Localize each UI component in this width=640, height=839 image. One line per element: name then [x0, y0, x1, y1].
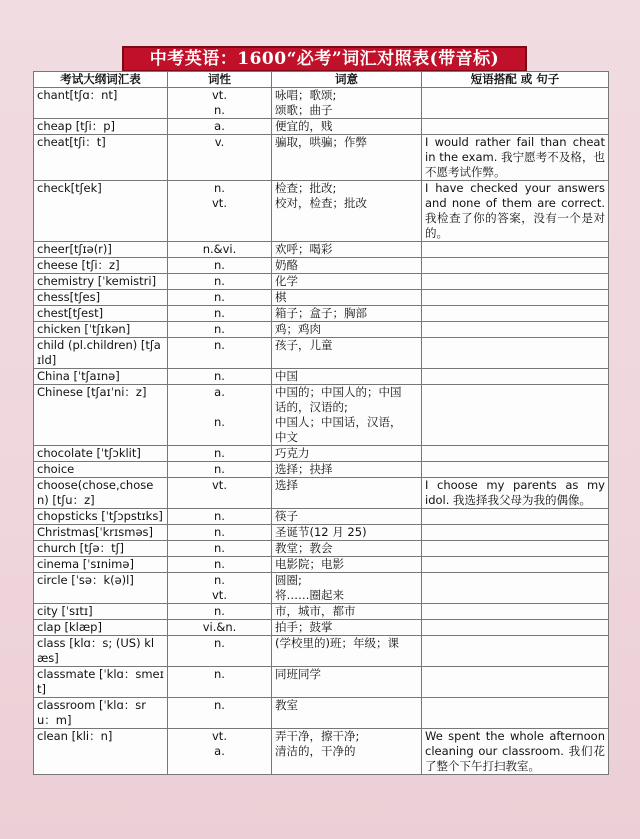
meaning-cell [272, 698, 422, 729]
pos-cell [168, 604, 272, 620]
word-text: Chinese [tʃaɪˈni：z] [37, 385, 147, 399]
meaning-cell [272, 557, 422, 573]
word-text: class [klɑ：s; (US) klæs] [37, 636, 155, 665]
meaning-cell [272, 290, 422, 306]
meaning-cell [272, 462, 422, 478]
word-text: chemistry [ˈkemistri] [37, 274, 157, 288]
meaning-cell [272, 509, 422, 525]
word-cell [34, 181, 168, 242]
pos-text: v. [214, 135, 225, 149]
table-row [34, 135, 609, 181]
pos-cell [168, 541, 272, 557]
sentence-cell [422, 729, 609, 775]
sentence-cell [422, 274, 609, 290]
word-cell [34, 369, 168, 385]
pos-text: vi.&n. [202, 620, 237, 634]
meaning-cell [272, 541, 422, 557]
meaning-text: 教堂；教会 [275, 541, 333, 555]
pos-text: n. [214, 274, 225, 288]
meaning-cell [272, 573, 422, 604]
meaning-text: (学校里的)班；年级；课 [275, 636, 399, 650]
pos-cell [168, 322, 272, 338]
pos-cell [168, 729, 272, 775]
meaning-text: 欢呼；喝彩 [275, 242, 333, 256]
meaning-text: 圆圈; [275, 573, 302, 587]
pos-cell [168, 290, 272, 306]
table-header-row [34, 72, 609, 88]
word-cell [34, 573, 168, 604]
pos-text: n. [214, 338, 225, 352]
word-text: cheat[tʃi：t] [37, 135, 106, 149]
table-row [34, 258, 609, 274]
meaning-text: 咏唱；歌颂; [275, 88, 337, 102]
table-row [34, 509, 609, 525]
table-row [34, 557, 609, 573]
meaning-text: 中国的；中国人的；中国 [275, 385, 402, 399]
sentence-cell [422, 604, 609, 620]
sentence-cell [422, 525, 609, 541]
word-text: choose(chose,chosen) [tʃu：z] [37, 478, 154, 507]
word-cell [34, 446, 168, 462]
word-text: clap [klæp] [37, 620, 102, 634]
header-pos: 词性 [168, 72, 272, 88]
sentence-cell [422, 478, 609, 509]
pos-cell [168, 478, 272, 509]
meaning-cell [272, 338, 422, 369]
pos-cell [168, 557, 272, 573]
meaning-text: 同班同学 [275, 667, 321, 681]
word-text: chant[tʃɑ：nt] [37, 88, 118, 102]
sentence-cell [422, 509, 609, 525]
word-text: cheese [tʃi：z] [37, 258, 120, 272]
meaning-text: 中文 [275, 430, 298, 444]
vocabulary-table [33, 71, 609, 775]
pos-text: n. [214, 462, 225, 476]
pos-text: a. [214, 119, 225, 133]
sentence-text: I would rather fail than cheat in the exam. 我宁愿考不及格，也不愿考试作弊。 [425, 135, 605, 179]
sentence-cell [422, 322, 609, 338]
meaning-text: 市，城市，都市 [275, 604, 356, 618]
pos-text: vt. [212, 196, 227, 210]
sentence-cell [422, 242, 609, 258]
meaning-text: 筷子 [275, 509, 298, 523]
page-title: 中考英语：1600“必考”词汇对照表(带音标) [122, 46, 527, 72]
meaning-cell [272, 242, 422, 258]
pos-cell [168, 446, 272, 462]
word-cell [34, 698, 168, 729]
pos-text: n. [214, 573, 225, 587]
sentence-cell [422, 88, 609, 119]
meaning-text: 颂歌；曲子 [275, 103, 333, 117]
word-cell [34, 306, 168, 322]
pos-text: vt. [212, 478, 227, 492]
sentence-cell [422, 620, 609, 636]
word-text: classmate [ˈklɑ：smeɪt] [37, 667, 164, 696]
pos-cell [168, 667, 272, 698]
word-text: church [tʃə：tʃ] [37, 541, 124, 555]
pos-cell [168, 306, 272, 322]
word-text: circle [ˈsə：k(ə)l] [37, 573, 134, 587]
sentence-cell [422, 181, 609, 242]
sentence-cell [422, 462, 609, 478]
pos-cell [168, 698, 272, 729]
header-sentence: 短语搭配 或 句子 [422, 72, 609, 88]
meaning-cell [272, 322, 422, 338]
word-cell [34, 667, 168, 698]
pos-cell [168, 274, 272, 290]
pos-text [171, 400, 268, 415]
word-cell [34, 478, 168, 509]
meaning-text: 圣诞节(12 月 25) [275, 525, 367, 539]
word-cell [34, 242, 168, 258]
meaning-cell [272, 667, 422, 698]
meaning-text: 孩子，儿童 [275, 338, 333, 352]
pos-cell [168, 242, 272, 258]
pos-text: n. [214, 541, 225, 555]
word-cell [34, 636, 168, 667]
sentence-cell [422, 636, 609, 667]
pos-text: n. [214, 415, 225, 429]
sentence-cell [422, 135, 609, 181]
meaning-cell [272, 135, 422, 181]
meaning-text: 清洁的，干净的 [275, 744, 356, 758]
meaning-cell [272, 181, 422, 242]
word-cell [34, 135, 168, 181]
word-text: clean [kli：n] [37, 729, 113, 743]
word-text: Christmas[ˈkrɪsməs] [37, 525, 154, 539]
pos-text: n. [214, 636, 225, 650]
table-row [34, 306, 609, 322]
pos-text: vt. [212, 588, 227, 602]
table-row [34, 698, 609, 729]
meaning-cell [272, 620, 422, 636]
sentence-text: I choose my parents as my idol. 我选择我父母为我的偶像。 [425, 478, 605, 507]
meaning-text: 棋 [275, 290, 287, 304]
pos-cell [168, 620, 272, 636]
sentence-cell [422, 698, 609, 729]
pos-text: n. [214, 103, 225, 117]
meaning-cell [272, 119, 422, 135]
sentence-cell [422, 446, 609, 462]
table-row [34, 541, 609, 557]
pos-cell [168, 258, 272, 274]
meaning-cell [272, 369, 422, 385]
sentence-cell [422, 573, 609, 604]
pos-text: a. [214, 385, 225, 399]
sentence-text: We spent the whole afternoon cleaning our classroom. 我们花了整个下午打扫教室。 [425, 729, 605, 773]
meaning-text: 便宜的，贱 [275, 119, 333, 133]
meaning-text: 箱子；盒子；胸部 [275, 306, 367, 320]
pos-text: n. [214, 557, 225, 571]
word-cell [34, 509, 168, 525]
sentence-cell [422, 369, 609, 385]
meaning-text: 选择；抉择 [275, 462, 333, 476]
sentence-cell [422, 306, 609, 322]
word-text: check[tʃek] [37, 181, 102, 195]
meaning-text: 骗取，哄骗；作弊 [275, 135, 367, 149]
word-cell [34, 258, 168, 274]
pos-text: vt. [212, 729, 227, 743]
word-text: cheer[tʃɪə(r)] [37, 242, 112, 256]
pos-text: vt. [212, 88, 227, 102]
sentence-cell [422, 667, 609, 698]
pos-text: n. [214, 509, 225, 523]
pos-cell [168, 181, 272, 242]
pos-text: n. [214, 525, 225, 539]
word-text: cinema [ˈsɪnimə] [37, 557, 134, 571]
pos-text: n. [214, 446, 225, 460]
sentence-cell [422, 557, 609, 573]
word-cell [34, 322, 168, 338]
header-meaning: 词意 [272, 72, 422, 88]
table-row [34, 119, 609, 135]
word-cell [34, 338, 168, 369]
meaning-cell [272, 258, 422, 274]
meaning-text: 拍手；鼓掌 [275, 620, 333, 634]
meaning-text: 检查；批改; [275, 181, 337, 195]
meaning-cell [272, 274, 422, 290]
word-cell [34, 557, 168, 573]
table-row [34, 385, 609, 446]
table-row [34, 573, 609, 604]
table-row [34, 338, 609, 369]
word-text: chocolate [ˈtʃɔklit] [37, 446, 141, 460]
pos-text: n. [214, 290, 225, 304]
word-cell [34, 385, 168, 446]
meaning-cell [272, 306, 422, 322]
meaning-cell [272, 604, 422, 620]
word-cell [34, 88, 168, 119]
sentence-cell [422, 290, 609, 306]
meaning-text: 选择 [275, 478, 298, 492]
table-row [34, 88, 609, 119]
pos-cell [168, 385, 272, 446]
pos-cell [168, 509, 272, 525]
word-text: choice [37, 462, 75, 476]
meaning-cell [272, 88, 422, 119]
word-text: chicken [ˈtʃɪkən] [37, 322, 131, 336]
meaning-text: 中国 [275, 369, 298, 383]
word-cell [34, 462, 168, 478]
pos-cell [168, 573, 272, 604]
pos-text: n. [214, 604, 225, 618]
word-text: cheap [tʃi：p] [37, 119, 116, 133]
meaning-text: 巧克力 [275, 446, 310, 460]
pos-cell [168, 338, 272, 369]
word-text: chess[tʃes] [37, 290, 101, 304]
pos-cell [168, 636, 272, 667]
meaning-cell [272, 525, 422, 541]
pos-cell [168, 525, 272, 541]
word-cell [34, 729, 168, 775]
pos-cell [168, 119, 272, 135]
meaning-text: 鸡；鸡肉 [275, 322, 321, 336]
meaning-text: 中国人；中国话，汉语， [275, 415, 402, 429]
sentence-cell [422, 338, 609, 369]
meaning-text: 将……圈起来 [275, 588, 344, 602]
word-cell [34, 290, 168, 306]
word-cell [34, 604, 168, 620]
word-text: chopsticks [ˈtʃɔpstɪks] [37, 509, 163, 523]
meaning-text: 化学 [275, 274, 298, 288]
pos-text [171, 430, 268, 445]
word-text: child (pl.children) [tʃaɪld] [37, 338, 161, 367]
header-word: 考试大纲词汇表 [34, 72, 168, 88]
word-text: city [ˈsɪtɪ] [37, 604, 93, 618]
table-body [34, 88, 609, 775]
meaning-text: 电影院；电影 [275, 557, 344, 571]
word-cell [34, 525, 168, 541]
pos-text: n. [214, 258, 225, 272]
pos-text: n. [214, 369, 225, 383]
table-row [34, 620, 609, 636]
pos-text: n. [214, 667, 225, 681]
word-cell [34, 274, 168, 290]
table-row [34, 446, 609, 462]
meaning-text: 弄干净，擦干净; [275, 729, 360, 743]
table-row [34, 181, 609, 242]
word-text: classroom [ˈklɑ：sru：m] [37, 698, 146, 727]
table-row [34, 478, 609, 509]
table-row [34, 369, 609, 385]
table-row [34, 242, 609, 258]
table-row [34, 290, 609, 306]
pos-cell [168, 369, 272, 385]
sentence-cell [422, 541, 609, 557]
meaning-text: 话的，汉语的; [275, 400, 348, 414]
pos-cell [168, 135, 272, 181]
table-row [34, 274, 609, 290]
table-row [34, 462, 609, 478]
pos-cell [168, 462, 272, 478]
sentence-cell [422, 119, 609, 135]
meaning-text: 教室 [275, 698, 298, 712]
meaning-cell [272, 385, 422, 446]
pos-text: n. [214, 306, 225, 320]
pos-text: n.&vi. [202, 242, 237, 256]
meaning-cell [272, 478, 422, 509]
pos-text: n. [214, 698, 225, 712]
pos-cell [168, 88, 272, 119]
word-cell [34, 541, 168, 557]
sentence-cell [422, 258, 609, 274]
table-row [34, 604, 609, 620]
table-row [34, 667, 609, 698]
word-cell [34, 119, 168, 135]
word-text: China [ˈtʃaɪnə] [37, 369, 120, 383]
table-row [34, 636, 609, 667]
meaning-cell [272, 729, 422, 775]
meaning-text: 奶酪 [275, 258, 298, 272]
meaning-cell [272, 636, 422, 667]
meaning-text: 校对，检查；批改 [275, 196, 367, 210]
table-row [34, 525, 609, 541]
table-row [34, 729, 609, 775]
word-cell [34, 620, 168, 636]
pos-text: a. [214, 744, 225, 758]
pos-text: n. [214, 181, 225, 195]
sentence-cell [422, 385, 609, 446]
meaning-cell [272, 446, 422, 462]
table-row [34, 322, 609, 338]
word-text: chest[tʃest] [37, 306, 104, 320]
pos-text: n. [214, 322, 225, 336]
sentence-text: I have checked your answers and none of them are correct. 我检查了你的答案，没有一个是对的。 [425, 181, 605, 240]
